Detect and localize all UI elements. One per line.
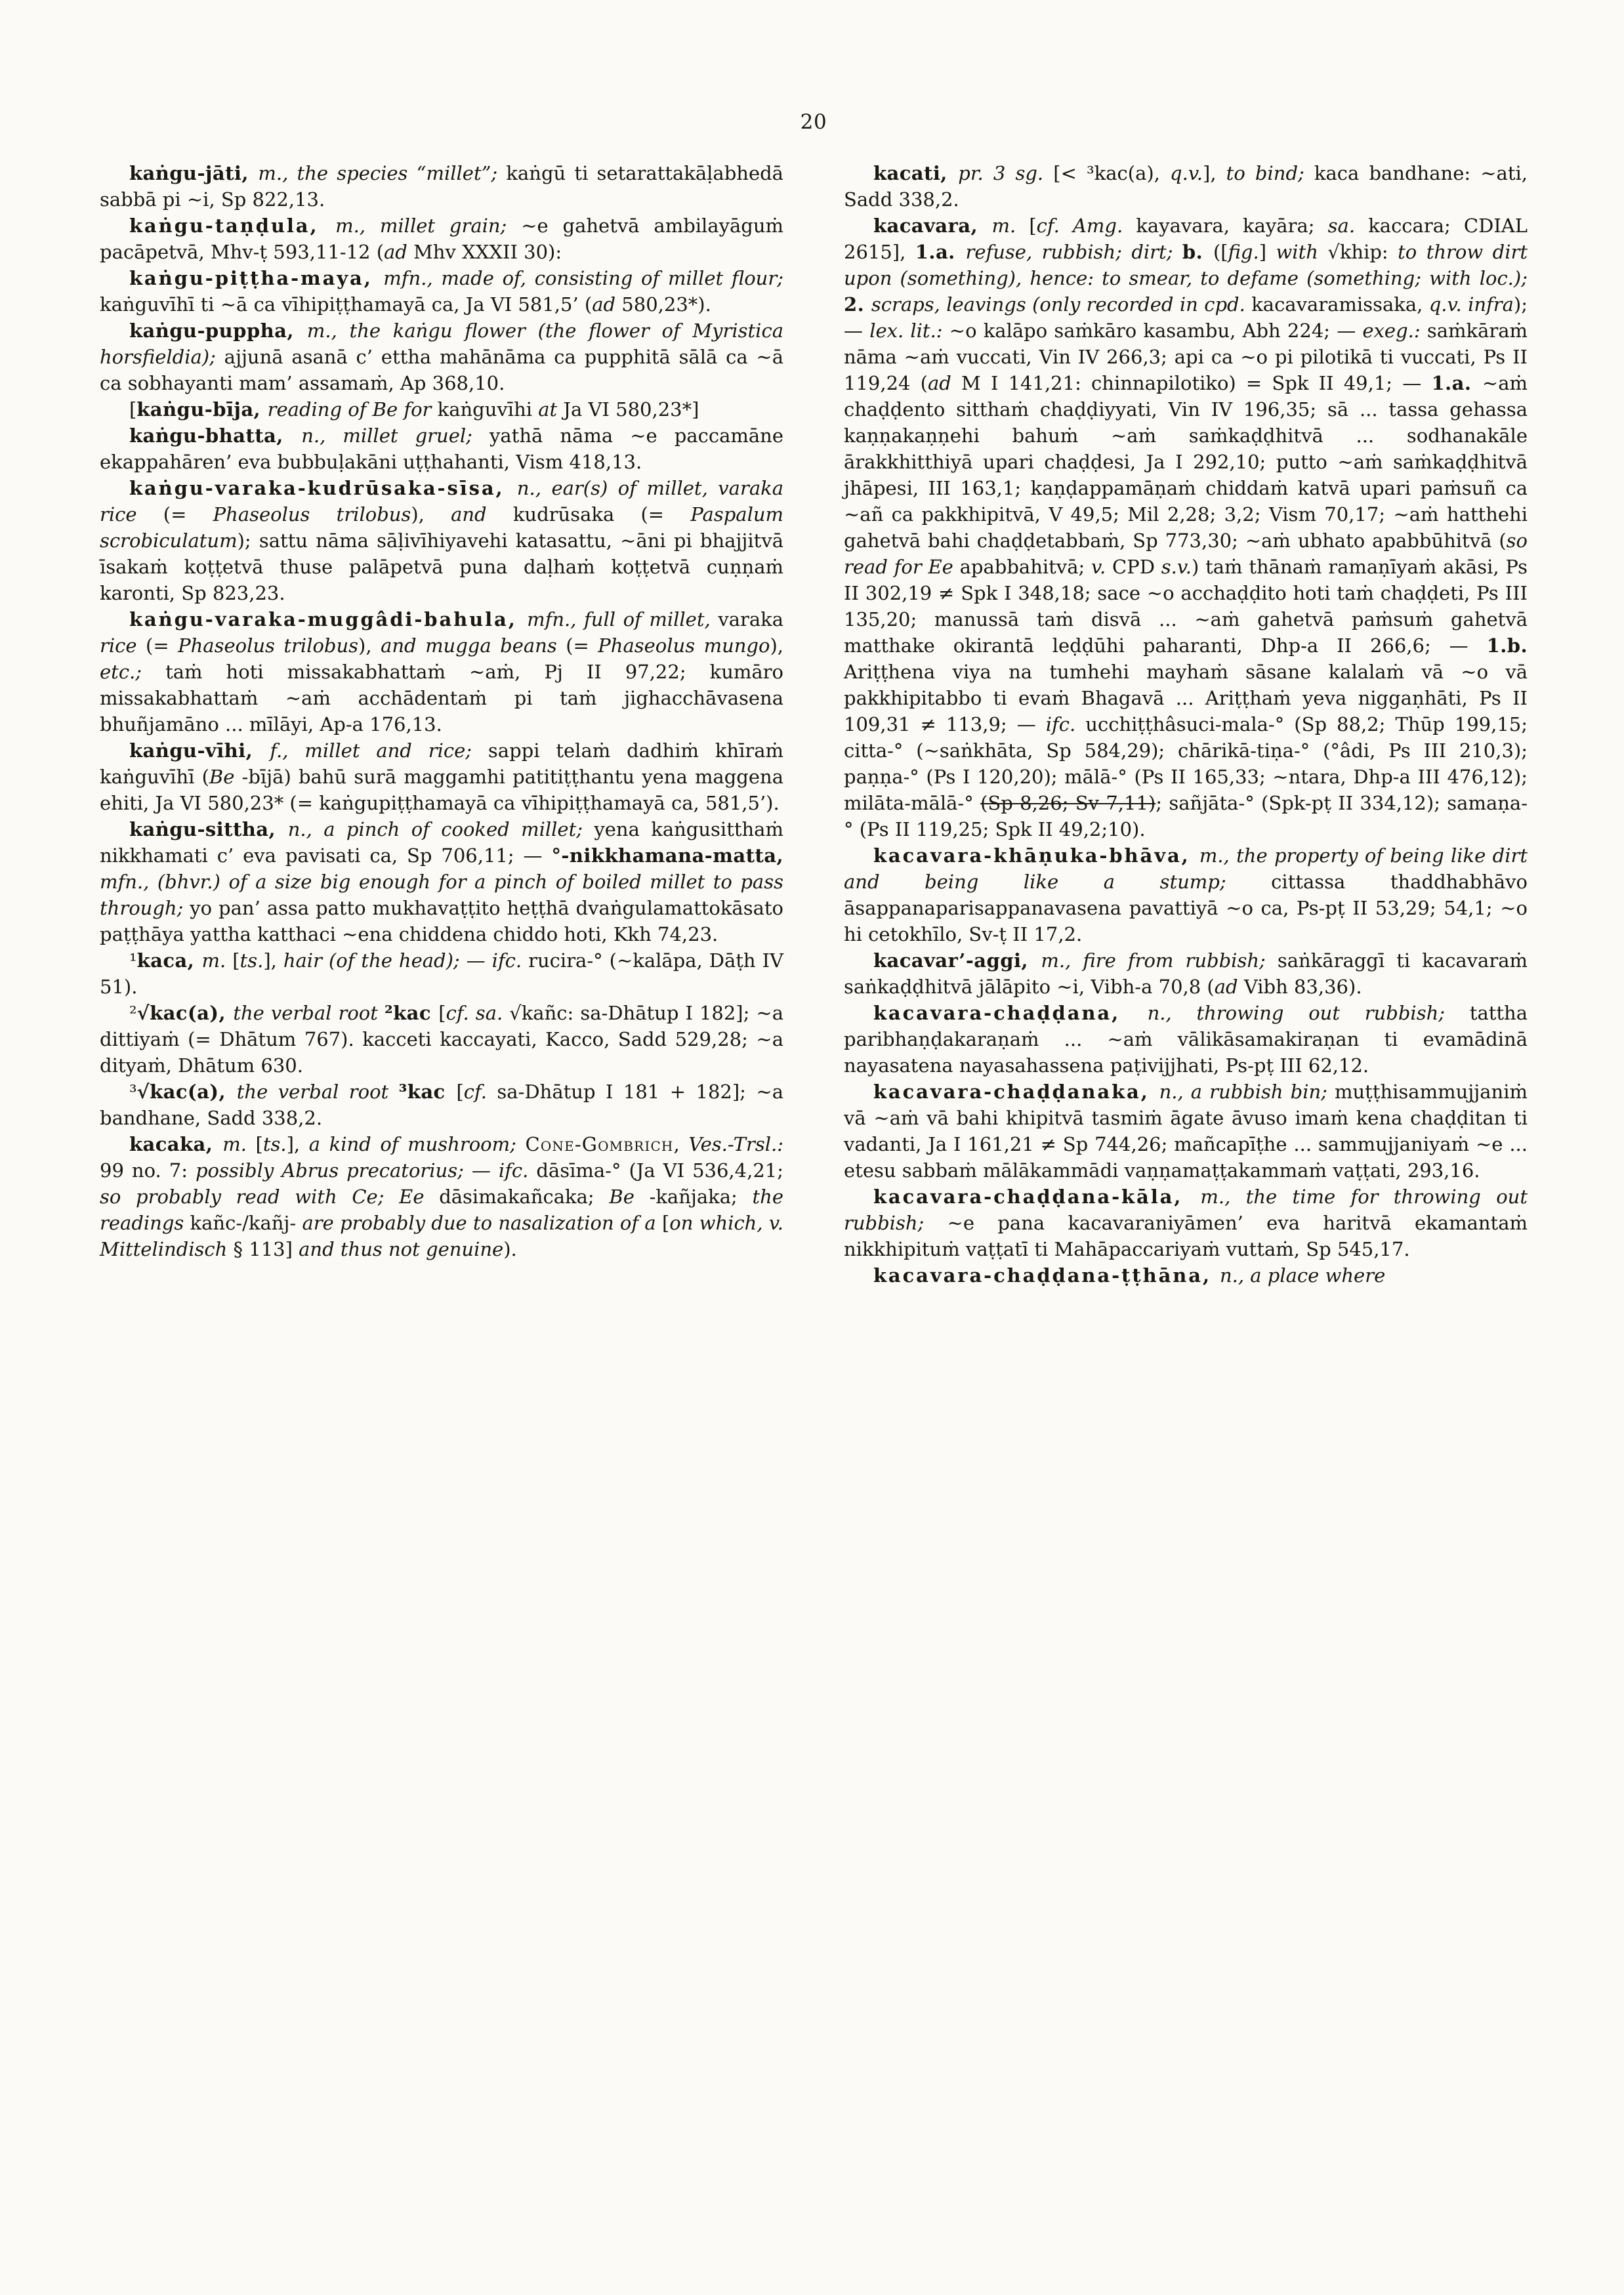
- page-sheet: [100, 110, 1528, 1289]
- entry-kangu-puppha: kaṅgu-puppha, m., the kaṅgu flower (the flower of Myristica horsfieldia); ajjunā asanā c’ ettha mahānāma ca pupphitā sālā ca ~ā ca sobhayanti mam’ assamaṁ, Ap 368,10.: [100, 320, 784, 394]
- entry-kangu-bija: [kaṅgu-bīja, reading of Be for kaṅguvīhi at Ja VI 580,23*]: [129, 398, 699, 421]
- page-number: 20: [800, 110, 827, 134]
- entry-kangu-varaka-muggadi-bahula: kaṅgu-varaka-muggâdi-bahula, mfn., full of millet, varaka rice (= Phaseolus trilobus), and mugga beans (= Phaseolus mungo), etc.; taṁ hoti missakabhattaṁ ~aṁ, Pj II 97,22; kumāro missakabhattaṁ ~aṁ acchādentaṁ pi taṁ jighacchāvasena bhuñjamāno ... mīlāyi, Ap-a 176,13.: [100, 608, 783, 735]
- entry-kacati: kacati, pr. 3 sg. [< ³kac(a), q.v.], to bind; kaca bandhane: ~ati, Sadd 338,2.: [844, 162, 1528, 211]
- text-columns: [100, 160, 1528, 1289]
- entry-kacaka: kacaka, m. [ts.], a kind of mushroom; Cone-Gombrich, Ves.-Trsl.: 99 no. 7: possibly Abrus precatorius; — ifc. dāsīma-° (Ja VI 536,4,21; so probably read with Ce; Ee dāsimakañcaka; Be -kañjaka; the readings kañc-/kañj- are probably due to nasalization of a [on which, v. Mittelindisch § 113] and thus not genuine).: [100, 1133, 784, 1260]
- entry-kaca: ¹kaca, m. [ts.], hair (of the head); — ifc. rucira-° (~kalāpa, Dāṭh IV 51).: [100, 949, 784, 998]
- entry-kacavar-aggi: kacavar’-aggi, m., fire from rubbish; saṅkāraggī ti kacavaraṁ saṅkaḍḍhitvā jālāpito ~i, Vibh-a 70,8 (ad Vibh 83,36).: [844, 949, 1528, 998]
- entry-kac-3: ³√kac(a), the verbal root ³kac [cf. sa-Dhātup I 181 + 182]; ~a bandhane, Sadd 338,2.: [100, 1081, 783, 1129]
- entry-kangu-jati: kaṅgu-jāti, m., the species “millet”; kaṅgū ti setarattakāḷabhedā sabbā pi ~i, Sp 822,13.: [100, 162, 783, 211]
- entry-kacavara-chaddana-kala: kacavara-chaḍḍana-kāla, m., the time for throwing out rubbish; ~e pana kacavaraniyāmen’ eva haritvā ekamantaṁ nikkhipituṁ vaṭṭatī ti Mahāpaccariyaṁ vuttaṁ, Sp 545,17.: [844, 1186, 1528, 1260]
- entry-kacavara-chaddana: kacavara-chaḍḍana, n., throwing out rubbish; tattha paribhaṇḍakaraṇaṁ ... ~aṁ vālikāsamakiraṇan ti evamādinā nayasatena nayasahassena paṭivijjhati, Ps-pṭ III 62,12.: [844, 1002, 1528, 1077]
- entry-kacavara-chaddana-tthana: kacavara-chaḍḍana-ṭṭhāna, n., a place where: [873, 1264, 1386, 1287]
- entry-kangu-sittha: kaṅgu-sittha, n., a pinch of cooked millet; yena kaṅgusitthaṁ nikkhamati c’ eva pavisati ca, Sp 706,11; — °-nikkhamana-matta, mfn., (bhvr.) of a size big enough for a pinch of boiled millet to pass through; yo pan’ assa patto mukhavaṭṭito heṭṭhā dvaṅgulamattokāsato paṭṭhāya yattha katthaci ~ena chiddena chiddo hoti, Kkh 74,23.: [100, 818, 784, 945]
- entry-kangu-pittha-maya: kaṅgu-piṭṭha-maya, mfn., made of, consisting of millet flour; kaṅguvīhī ti ~ā ca vīhipiṭṭhamayā ca, Ja VI 581,5’ (ad 580,23*).: [100, 267, 783, 316]
- entry-kac-2: ²√kac(a), the verbal root ²kac [cf. sa. √kañc: sa-Dhātup I 182]; ~a dittiyaṁ (= Dhātum 767). kacceti kaccayati, Kacco, Sadd 529,28; ~a dityaṁ, Dhātum 630.: [100, 1002, 784, 1077]
- entry-kangu-bhatta: kaṅgu-bhatta, n., millet gruel; yathā nāma ~e paccamāne ekappahāren’ eva bubbuḷakāni uṭṭhahanti, Vism 418,13.: [100, 424, 783, 473]
- left-column: [100, 160, 783, 1262]
- entry-kangu-varaka-kudrusaka-sisa: kaṅgu-varaka-kudrūsaka-sīsa, n., ear(s) of millet, varaka rice (= Phaseolus trilobus), and kudrūsaka (= Paspalum scrobiculatum); sattu nāma sāḷivīhiyavehi katasattu, ~āni pi bhajjitvā īsakaṁ koṭṭetvā thuse palāpetvā puna daḷhaṁ koṭṭetvā cuṇṇaṁ karonti, Sp 823,23.: [100, 477, 784, 604]
- entry-kangu-tandula: kaṅgu-taṇḍula, m., millet grain; ~e gahetvā ambilayāguṁ pacāpetvā, Mhv-ṭ 593,11-12 (ad Mhv XXXII 30):: [100, 215, 784, 263]
- right-column: [844, 160, 1528, 1289]
- entry-kacavara-khanuka-bhava: kacavara-khāṇuka-bhāva, m., the property of being like dirt and being like a stump; cittassa thaddhabhāvo āsappanaparisappanavasena pavattiyā ~o ca, Ps-pṭ II 53,29; 54,1; ~o hi cetokhīlo, Sv-ṭ II 17,2.: [844, 844, 1528, 945]
- entry-kacavara: kacavara, m. [cf. Amg. kayavara, kayāra; sa. kaccara; CDIAL 2615], 1.a. refuse, rubbish; dirt; b. ([fig.] with √khip: to throw dirt upon (something), hence: to smear, to defame (something; with loc.); 2. scraps, leavings (only recorded in cpd. kacavaramissaka, q.v. infra); — lex. lit.: ~o kalāpo saṁkāro kasambu, Abh 224; — exeg.: saṁkāraṁ nāma ~aṁ vuccati, Vin IV 266,3; api ca ~o pi pilotikā ti vuccati, Ps II 119,24 (ad M I 141,21: chinnapilotiko) = Spk II 49,1; — 1.a. ~aṁ chaḍḍento sitthaṁ chaḍḍiyyati, Vin IV 196,35; sā ... tassa gehassa kaṇṇakaṇṇehi bahuṁ ~aṁ saṁkaḍḍhitvā ... sodhanakāle ārakkhitthiyā upari chaḍḍesi, Ja I 292,10; putto ~aṁ saṁkaḍḍhitvā jhāpesi, III 163,1; kaṇḍappamāṇaṁ chiddaṁ katvā upari paṁsuñ ca ~añ ca pakkhipitvā, V 49,5; Mil 2,28; 3,2; Vism 70,17; ~aṁ hatthehi gahetvā bahi chaḍḍetabbaṁ, Sp 773,30; ~aṁ ubhato apabbūhitvā (so read for Ee apabbahitvā; v. CPD s.v.) taṁ thānaṁ ramaṇīyaṁ akāsi, Ps II 302,19 ≠ Spk I 348,18; sace ~o acchaḍḍito hoti taṁ chaḍḍeti, Ps III 135,20; manussā taṁ disvā ... ~aṁ gahetvā paṁsuṁ gahetvā matthake okirantā leḍḍūhi paharanti, Dhp-a II 266,6; — 1.b. Ariṭṭhena viya na tumhehi mayhaṁ sāsane kalalaṁ vā ~o vā pakkhipitabbo ti evaṁ Bhagavā ... Ariṭṭhaṁ yeva niggaṇhāti, Ps II 109,31 ≠ 113,9; — ifc. ucchiṭṭhâsuci-mala-° (Sp 88,2; Thūp 199,15; citta-° (~saṅkhāta, Sp 584,29); chārikā-tiṇa-° (°âdi, Ps III 210,3); paṇṇa-° (Ps I 120,20); mālā-° (Ps II 165,33; ~ntara, Dhp-a III 476,12); milāta-mālā-° (Sp 8,26; Sv 7,11); sañjāta-° (Spk-pṭ II 334,12); samaṇa-° (Ps II 119,25; Spk II 49,2;10).: [844, 215, 1528, 840]
- entry-kangu-vihi: kaṅgu-vīhi, f., millet and rice; sappi telaṁ dadhiṁ khīraṁ kaṅguvīhī (Be -bījā) bahū surā maggamhi patitiṭṭhantu yena maggena ehiti, Ja VI 580,23* (= kaṅgupiṭṭhamayā ca vīhipiṭṭhamayā ca, 581,5’).: [100, 739, 784, 814]
- entry-kacavara-chaddanaka: kacavara-chaḍḍanaka, n., a rubbish bin; muṭṭhisammujjaniṁ vā ~aṁ vā bahi khipitvā tasmiṁ āgate āvuso imaṁ kena chaḍḍitan ti vadanti, Ja I 161,21 ≠ Sp 744,26; mañcapīṭhe ... sammujjaniyaṁ ~e ... etesu sabbaṁ mālākammādi vaṇṇamaṭṭakammaṁ vaṭṭati, 293,16.: [844, 1081, 1528, 1182]
